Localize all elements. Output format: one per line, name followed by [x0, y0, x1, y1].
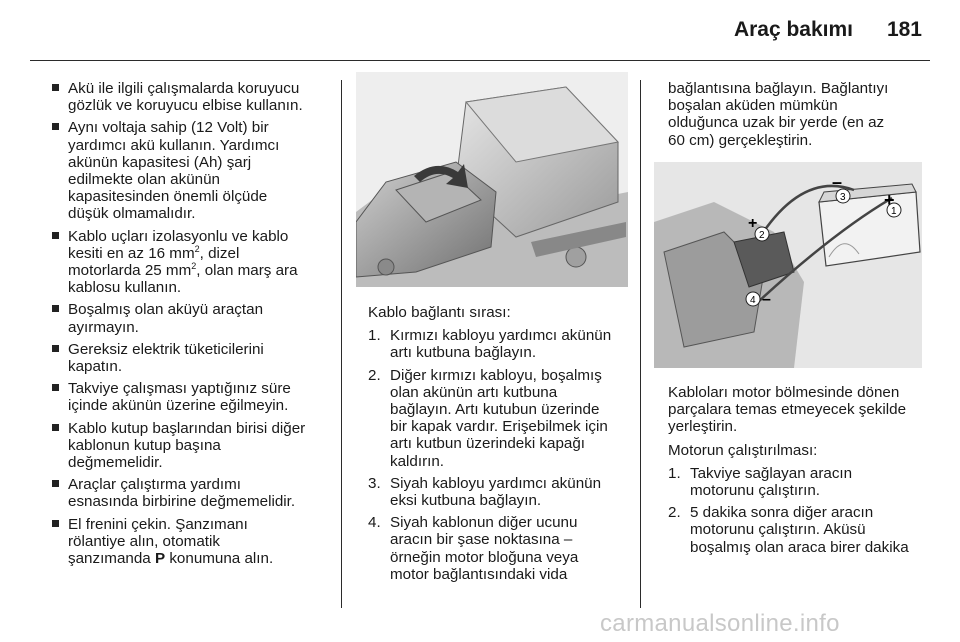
page-header [0, 0, 960, 56]
bullet-item: Gereksiz elektrik tüketicilerini kapatın. [52, 341, 332, 375]
bullet-item: Kablo kutup başlarından birisi diğer kablonun kutup başına değmemelidir. [52, 420, 332, 472]
bullet-item: El frenini çekin. Şanzımanı rölantiye alın, otomatik şanzımanda P konumuna alın. [52, 516, 332, 568]
plus-sign-2: + [748, 215, 758, 232]
connection-order-heading: Kablo bağlantı sırası: [368, 304, 511, 321]
chapter-title: Araç bakımı [733, 18, 853, 41]
bullet-item: Kablo uçları izolasyonlu ve kablo kesiti en az 16 $mm^2$, dizel motorlarda 25 $mm^2$, olan marş ara kablosu kullanın. [52, 228, 332, 297]
continued-text: bağlantısına bağlayın. Bağlantıyı boşalan aküden mümkün olduğunca uzak bir yerde (en az 60 cm) gerçekleştirin. [668, 80, 889, 149]
column-divider-1 [341, 80, 342, 608]
bullet-item: Boşalmış olan aküyü araçtan ayırmayın. [52, 301, 332, 335]
watermark: carmanualsonline.info [600, 610, 840, 637]
step-item: 3. Siyah kabloyu yardımcı akünün eksi kutbuna bağlayın. [368, 474, 602, 510]
header-rule [30, 60, 930, 61]
bullet-item: Takviye çalışması yaptığınız süre içinde akünün üzerine eğilmeyin. [52, 380, 332, 414]
jump-cable-illustration [654, 162, 922, 368]
label-4: 4 [750, 295, 756, 306]
step-item: 4. Siyah kablonun diğer ucunu aracın bir şase noktasına – örneğin motor bloğuna veya motor bağlantısındaki vida [368, 514, 579, 583]
step-item: 1. Kırmızı kabloyu yardımcı akünün artı kutbuna bağlayın. [368, 327, 612, 362]
step-item: 2. 5 dakika sonra diğer aracın motorunu çalıştırın. Aküsü boşalmış olan araca birer dakika [668, 504, 909, 556]
start-engine-heading: Motorun çalıştırılması: [668, 441, 818, 459]
plus-sign: + [884, 190, 895, 210]
column-connection-order [368, 304, 630, 588]
column-start-engine-lower [668, 384, 930, 561]
minus-sign: – [832, 172, 843, 192]
bullet-item: Araçlar çalıştırma yardımı esnasında birbirine değmemelidir. [52, 476, 332, 510]
minus-sign-2: – [762, 291, 771, 308]
column-safety-notes [52, 80, 332, 572]
column-divider-2 [640, 80, 641, 608]
step-item: 1. Takviye sağlayan aracın motorunu çalıştırın. [668, 464, 853, 500]
step-item: 2. Diğer kırmızı kabloyu, boşalmış olan akünün artı kutbuna bağlayın. Artı kutubun üzerinde bir kapak vardır. Erişebilmek için artı kutbun üzerindeki kapağı kaldırın. [368, 366, 608, 470]
bullet-item: Akü ile ilgili çalışmalarda koruyucu gözlük ve koruyucu elbise kullanın. [52, 80, 332, 114]
cable-routing-note: Kabloları motor bölmesinde dönen parçalara temas etmeyecek şekilde yerleştirin. [668, 384, 907, 436]
label-2: 2 [759, 230, 765, 241]
column-start-engine [668, 80, 930, 155]
page-number: 181 [886, 18, 922, 41]
label-1: 1 [891, 206, 897, 217]
battery-cover-illustration [356, 72, 628, 287]
bullet-item: Aynı voltaja sahip (12 Volt) bir yardımcı akü kullanın. Yardımcı akünün kapasitesi (Ah) şarj edilmekte olan akünün kapasitesinden önemli ölçüde düşük olmamalıdır. [52, 119, 332, 222]
label-3: 3 [840, 192, 846, 203]
